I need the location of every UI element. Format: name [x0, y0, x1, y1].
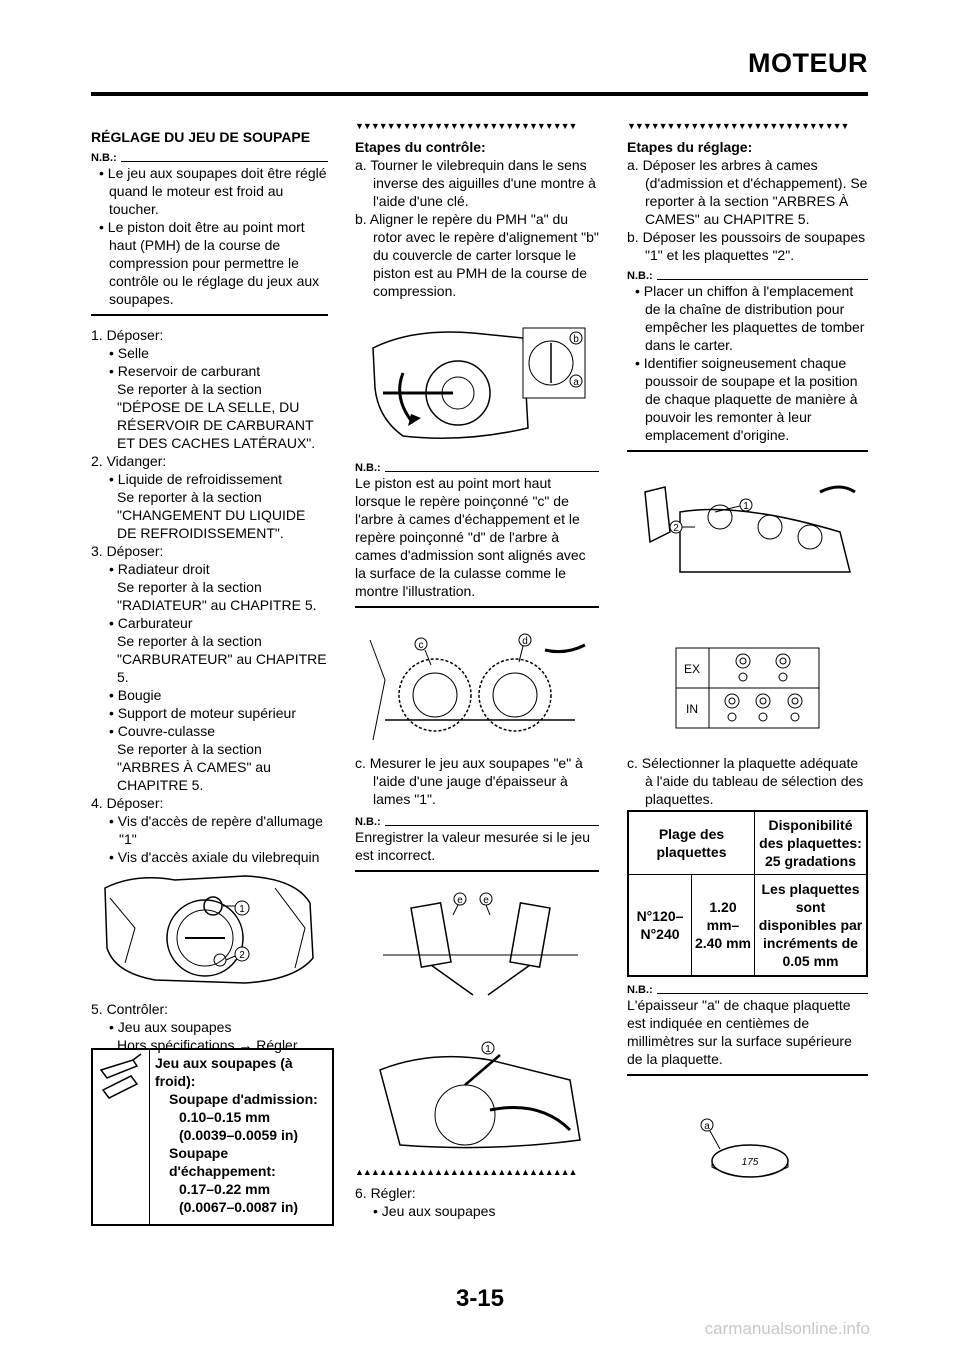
list-item: • Bougie [109, 687, 162, 703]
shim-illustration [698, 1115, 793, 1187]
steps-heading: Etapes du contrôle: [355, 139, 486, 155]
nb-text: Le piston est au point mort haut lorsque le repère poinçonné "c" de l'arbre à cames d'échappement et le repère poinçonné "d" de l'arbre à cames d'admission sont alignés avec la surface de la culasse comme le montre l'illustration. [355, 475, 586, 599]
column-2-nb1 [355, 458, 599, 618]
list-item: • Vis d'accès de repère d'allumage "1" [109, 813, 323, 847]
steps-heading: Etapes du réglage: [627, 139, 753, 155]
nb-label: N.B.: [91, 152, 117, 164]
list-item: • Reservoir de carburant [109, 363, 261, 379]
triangle-row-end: ▲▲▲▲▲▲▲▲▲▲▲▲▲▲▲▲▲▲▲▲▲▲▲▲▲▲▲▲ [355, 1167, 577, 1177]
column-1 [91, 120, 328, 902]
spec-intake-mm: 0.10–0.15 mm [179, 1109, 271, 1125]
rotor-illustration [363, 318, 593, 448]
list-item: • Jeu aux soupapes [373, 1203, 496, 1219]
step-a: a. Déposer les arbres à cames (d'admission et d'échappement). Se reporter à la section "ARBRES À CAMES" au CHAPITRE 5. [627, 157, 868, 227]
column-1-lower [91, 1000, 328, 1054]
spec-intake-in: (0.0039–0.0059 in) [179, 1127, 299, 1143]
spec-exhaust-in: (0.0067–0.0087 in) [179, 1199, 299, 1215]
spec-instruction: Hors spécifications → Régler. [117, 1037, 301, 1053]
step-b: b. Déposer les poussoirs de soupapes "1" et les plaquettes "2". [627, 229, 866, 263]
figure-label: e [483, 895, 489, 906]
nb-item: • Le piston doit être au point mort haut (PMH) de la course de compression pour permettre le contrôle ou le réglage du jeux aux soupapes. [99, 219, 320, 307]
figure-label: 2 [673, 523, 679, 534]
nb-rule [627, 450, 868, 452]
nb-header: N.B.: [627, 270, 868, 282]
spec-intake-label: Soupape d'admission: [169, 1091, 318, 1107]
figure-label: b [573, 334, 579, 345]
feeler-gauge-illustration [370, 1030, 595, 1155]
figure-label: 2 [239, 950, 245, 961]
nb-text: L'épaisseur "a" de chaque plaquette est indiquée en centièmes de millimètres sur la surface supérieure de la plaquette. [627, 997, 852, 1067]
list-item: • Jeu aux soupapes [109, 1019, 232, 1035]
list-item: • Selle [109, 345, 149, 361]
nb-item: • Le jeu aux soupapes doit être réglé quand le moteur est froid au toucher. [99, 165, 327, 217]
reference-text: Se reporter à la section "CHANGEMENT DU LIQUIDE DE REFROIDISSEMENT". [117, 489, 306, 541]
figure-label: d [522, 636, 528, 647]
page-number: 3-15 [455, 1285, 505, 1312]
nb-header: N.B.: [355, 816, 599, 828]
figure-label: a [573, 377, 579, 388]
list-item: • Couvre-culasse [109, 723, 216, 739]
page-title: MOTEUR [748, 48, 868, 78]
step-c: c. Mesurer le jeu aux soupapes "e" à l'aide d'une jauge d'épaisseur à lames "1". [355, 755, 583, 807]
list-item: • Support de moteur supérieur [109, 705, 297, 721]
column-2 [355, 120, 599, 300]
step-5: 5. Contrôler: [91, 1001, 169, 1017]
reference-text: Se reporter à la section "CARBURATEUR" au CHAPITRE 5. [117, 633, 327, 685]
reference-text: Se reporter à la section "RADIATEUR" au CHAPITRE 5. [117, 579, 317, 613]
figure-label: 1 [743, 501, 749, 512]
step-6: 6. Régler: [355, 1185, 416, 1201]
step-2: 2. Vidanger: [91, 453, 167, 469]
step-b: b. Aligner le repère du PMH "a" du rotor avec le repère d'alignement "b" du couvercle de carter lorsque le piston est au PMH de la course de compression. [355, 211, 599, 299]
nb-rule [627, 1074, 868, 1076]
table-cell: N°120– N°240 [628, 875, 692, 977]
triangle-row-start: ▼▼▼▼▼▼▼▼▼▼▼▼▼▼▼▼▼▼▼▼▼▼▼▼▼▼▼▼ [355, 121, 577, 131]
table-header: Plage des plaquettes [628, 811, 755, 875]
section-title: RÉGLAGE DU JEU DE SOUPAPE [91, 129, 311, 145]
column-2-step-c [355, 754, 599, 882]
list-item: • Carburateur [109, 615, 193, 631]
in-label: IN [686, 702, 698, 716]
reference-text: Se reporter à la section "DÉPOSE DE LA SELLE, DU RÉSERVOIR DE CARBURANT ET DES CACHES LATÉRAUX". [117, 381, 316, 451]
valve-lifter-illustration [640, 472, 865, 577]
camshaft-illustration [365, 620, 593, 745]
table-cell: Les plaquettes sont disponibles par incréments de 0.05 mm [755, 875, 868, 977]
figure-label: a [704, 1121, 710, 1132]
spec-title: Jeu aux soupapes (à froid): [155, 1055, 293, 1089]
nb-item: • Placer un chiffon à l'emplacement de la chaîne de distribution pour empêcher les plaquettes de tomber dans le carter. [635, 283, 865, 353]
triangle-row-start: ▼▼▼▼▼▼▼▼▼▼▼▼▼▼▼▼▼▼▼▼▼▼▼▼▼▼▼▼ [627, 121, 849, 131]
watermark: carmanualsonline.info [704, 1319, 870, 1338]
nb-text: Enregistrer la valeur mesurée si le jeu est incorrect. [355, 829, 590, 863]
step-1: 1. Déposer: [91, 327, 164, 343]
list-item: • Liquide de refroidissement [109, 471, 283, 487]
step-4: 4. Déposer: [91, 795, 164, 811]
step-a: a. Tourner le vilebrequin dans le sens inverse des aiguilles d'une montre à l'aide d'une clé. [355, 157, 596, 209]
wrench-icon [93, 1050, 149, 1110]
nb-rule [355, 606, 599, 608]
nb-rule [355, 870, 599, 872]
table-cell: 1.20 mm– 2.40 mm [692, 875, 755, 977]
engine-cover-illustration [95, 868, 325, 988]
step-3: 3. Déposer: [91, 543, 164, 559]
table-header: Disponibilité des plaquettes: 25 gradations [755, 811, 868, 875]
spec-text [155, 1054, 327, 1216]
spec-exhaust-mm: 0.17–0.22 mm [179, 1181, 271, 1197]
list-item: • Radiateur droit [109, 561, 210, 577]
spec-box [91, 1048, 334, 1226]
ex-label: EX [683, 662, 701, 676]
nb-item: • Identifier soigneusement chaque poussoir de soupape et la position de chaque plaquette de manière à pouvoir les remonter à leur emplacement d'origine. [635, 355, 858, 443]
column-3-nb2 [627, 980, 868, 1086]
column-3-step-c [627, 754, 868, 808]
figure-label: 1 [239, 904, 245, 915]
header-rule [91, 92, 868, 96]
column-3 [627, 120, 868, 462]
figure-label: e [457, 895, 463, 906]
nb-header: N.B.: [355, 462, 599, 474]
figure-label: 1 [485, 1044, 491, 1055]
spec-exhaust-label: Soupape d'échappement: [169, 1145, 276, 1179]
nb-header [91, 152, 328, 164]
nb-header: N.B.: [627, 984, 868, 996]
valve-position-diagram [675, 647, 820, 729]
spec-icon-cell [93, 1050, 150, 1224]
reference-text: Se reporter à la section "ARBRES À CAMES" au CHAPITRE 5. [117, 741, 271, 793]
figure-label: c [418, 640, 424, 651]
shim-selection-table [627, 810, 868, 977]
valve-clearance-illustration [378, 885, 583, 1000]
nb-rule [91, 314, 328, 316]
shim-value: 175 [741, 1157, 759, 1168]
list-item: • Vis d'accès axiale du vilebrequin [109, 849, 320, 865]
column-2-end [355, 1166, 599, 1220]
step-c: c. Sélectionner la plaquette adéquate à l'aide du tableau de sélection des plaquettes. [627, 755, 864, 807]
